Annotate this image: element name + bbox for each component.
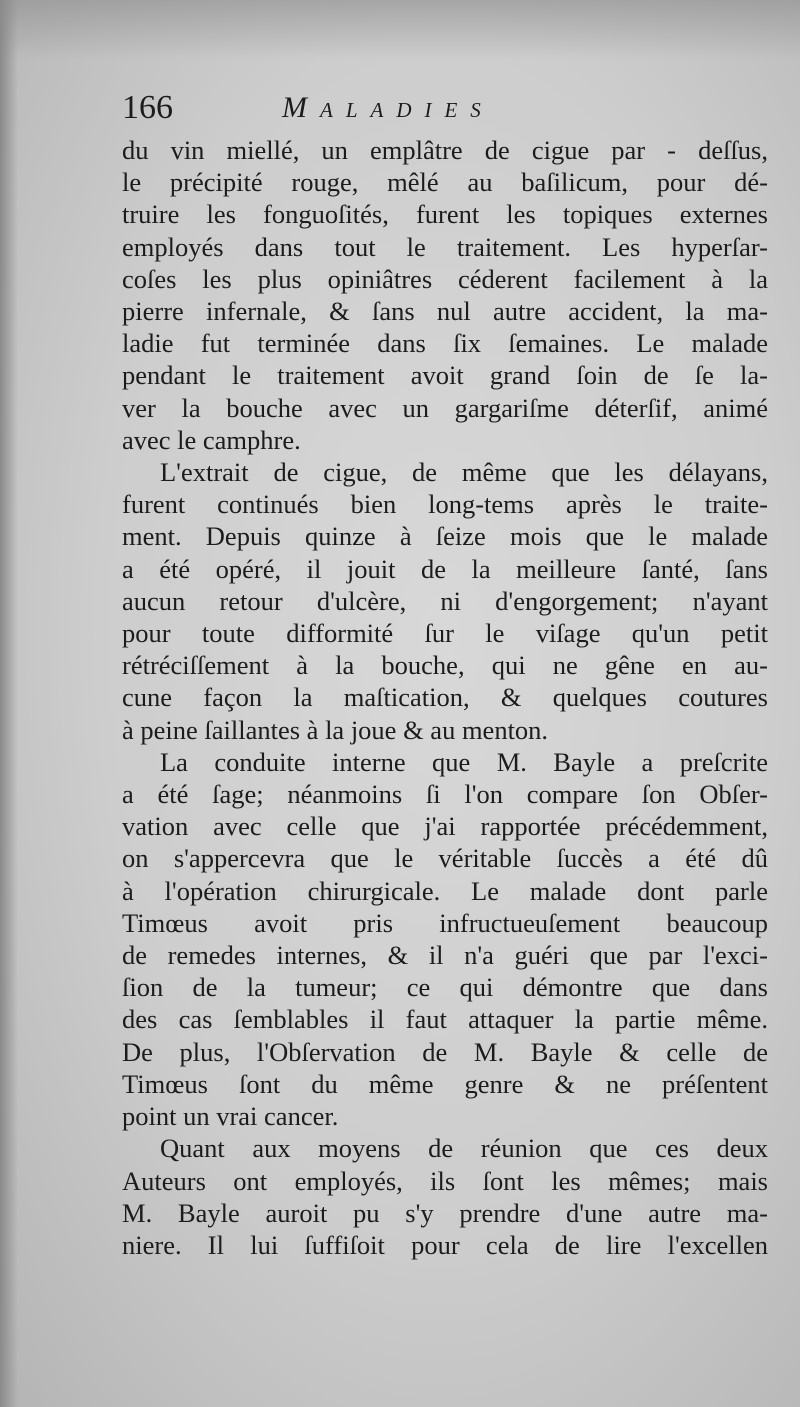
text-line: De plus, l'Obſervation de M. Bayle & celle de	[122, 1036, 768, 1067]
text-line: pour toute difformité ſur le viſage qu'un petit	[122, 618, 768, 649]
text-line: ment. Depuis quinze à ſeize mois que le malade	[122, 521, 768, 552]
text-line: La conduite interne que M. Bayle a preſcrite	[160, 746, 768, 777]
text-line: des cas ſemblables il faut attaquer la partie même.	[122, 1004, 768, 1035]
page-gutter-shading	[0, 0, 18, 1407]
text-line: coſes les plus opiniâtres céderent facilement à la	[122, 263, 768, 294]
page-header	[122, 88, 722, 134]
text-line: pierre infernale, & ſans nul autre accident, la ma-	[122, 296, 768, 327]
text-line: Timœus avoit pris infructueuſement beaucoup	[122, 907, 768, 938]
text-line: du vin miellé, un emplâtre de cigue par - deſſus,	[122, 135, 768, 165]
text-line: de remedes internes, & il n'a guéri que par l'exci-	[122, 940, 768, 971]
paragraph	[122, 1132, 768, 1261]
text-line: L'extrait de cigue, de même que les délayans,	[160, 457, 768, 488]
text-line: ladie fut terminée dans ſix ſemaines. Le malade	[122, 328, 768, 359]
text-line: furent continués bien long-tems après le traite-	[122, 489, 768, 520]
text-line: niere. Il lui ſuffiſoit pour cela de lire l'excellen	[122, 1229, 768, 1260]
paragraph	[122, 746, 768, 1132]
paragraph	[122, 456, 768, 746]
text-line: ver la bouche avec un gargariſme déterſif, animé	[122, 392, 768, 423]
text-line: on s'appercevra que le véritable ſuccès a été dû	[122, 843, 768, 874]
text-line: à peine ſaillantes à la joue & au menton.	[122, 714, 549, 745]
text-line: a été ſage; néanmoins ſi l'on compare ſon Obſer-	[122, 779, 768, 810]
text-line: M. Bayle auroit pu s'y prendre d'une autre ma-	[122, 1197, 768, 1228]
text-line: cune façon la maſtication, & quelques coutures	[122, 682, 768, 713]
text-line: le précipité rouge, mêlé au baſilicum, pour dé-	[122, 167, 768, 198]
body-text	[122, 134, 768, 1261]
page-number: 166	[122, 89, 173, 126]
text-line: a été opéré, il jouit de la meilleure ſanté, ſans	[122, 553, 768, 584]
text-line: Timœus ſont du même genre & ne préſentent	[122, 1068, 768, 1099]
paragraph	[122, 134, 768, 456]
text-line: ſion de la tumeur; ce qui démontre que dans	[122, 972, 768, 1003]
text-line: Quant aux moyens de réunion que ces deux	[160, 1133, 768, 1164]
page-top-shading	[0, 0, 800, 60]
text-line: rétréciſſement à la bouche, qui ne gêne en au-	[122, 650, 768, 681]
text-line: Auteurs ont employés, ils ſont les mêmes; mais	[122, 1165, 768, 1196]
text-line: truire les fonguoſités, furent les topiques externes	[122, 199, 768, 230]
text-line: employés dans tout le traitement. Les hyperſar-	[122, 231, 768, 262]
text-line: pendant le traitement avoit grand ſoin de ſe la-	[122, 360, 768, 391]
text-line: aucun retour d'ulcère, ni d'engorgement; n'ayant	[122, 585, 768, 616]
text-line: à l'opération chirurgicale. Le malade dont parle	[122, 875, 768, 906]
text-line: vation avec celle que j'ai rapportée précédemment,	[122, 811, 768, 842]
text-line: avec le camphre.	[122, 424, 301, 455]
text-line: point un vrai cancer.	[122, 1101, 339, 1132]
running-title: Maladies	[282, 91, 494, 124]
